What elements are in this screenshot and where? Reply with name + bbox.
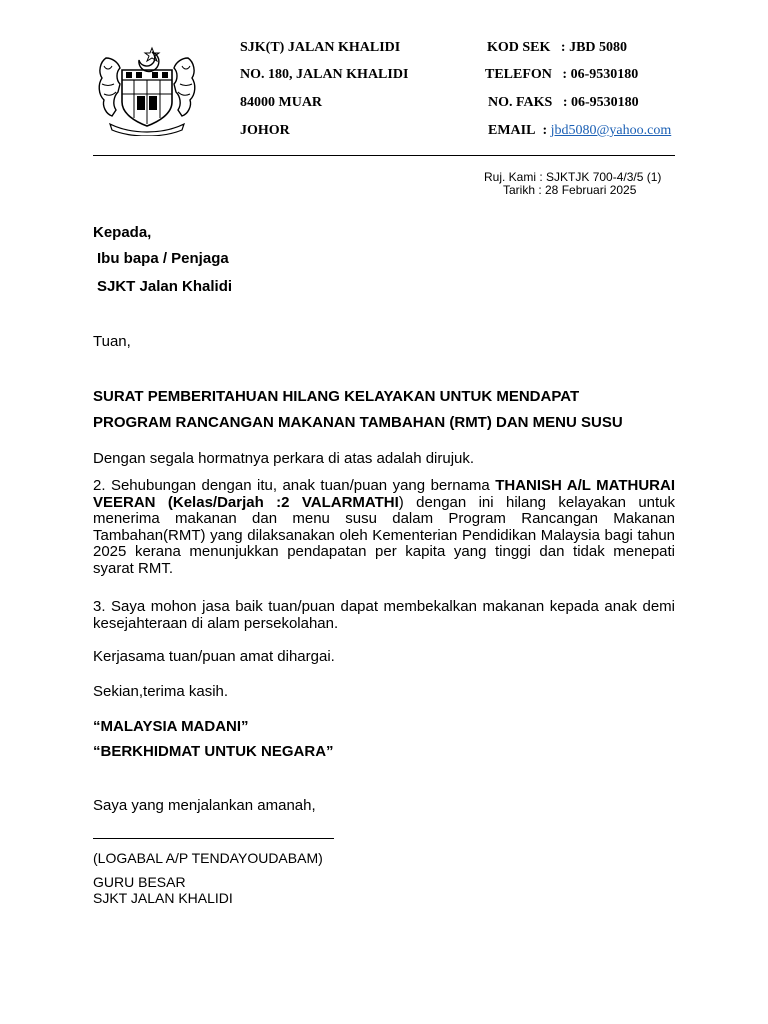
salutation: Tuan, — [93, 333, 131, 350]
address-line-3: JOHOR — [240, 123, 290, 138]
slogan-malaysia-madani: “MALAYSIA MADANI” — [93, 718, 249, 735]
kod-sek-row — [487, 40, 627, 56]
email-link[interactable]: jbd5080@yahoo.com — [550, 123, 672, 138]
email-row — [488, 123, 671, 139]
email-label: EMAIL — [488, 123, 536, 138]
paragraph-2-suffix: ) dengan ini hilang kelayakan untuk menerima makanan dan menu susu dalam Program Rancangan Makanan Tambahan(RMT) yang dilaksanakan oleh Kementerian Pendidikan Malaysia bagi tahun 2025 kerana menunjukkan pendapatan per kapita yang tinggi dan tidak menepati syarat RMT. — [93, 493, 676, 577]
coat-of-arms-emblem — [92, 44, 202, 136]
student-name: THANISH A/L MATHURAI VEERAN (Kelas/Darjah :2 VALARMATHI — [93, 477, 675, 511]
recipient-line-2: SJKT Jalan Khalidi — [97, 278, 233, 295]
subject-line-2: PROGRAM RANCANGAN MAKANAN TAMBAHAN (RMT) DAN MENU SUSU — [93, 414, 623, 431]
address-line-1: NO. 180, JALAN KHALIDI — [240, 67, 409, 82]
signature-line — [93, 838, 334, 839]
kod-sek-label: KOD SEK — [487, 40, 551, 55]
reference-number: Ruj. Kami : SJKTJK 700-4/3/5 (1) — [484, 170, 662, 184]
recipient-heading: Kepada, — [93, 224, 152, 241]
letter-date: Tarikh : 28 Februari 2025 — [503, 183, 637, 197]
faks-label: NO. FAKS — [488, 95, 553, 110]
telefon-row — [485, 67, 638, 83]
body-paragraph-4: Kerjasama tuan/puan amat dihargai. — [93, 648, 335, 665]
telefon-label: TELEFON — [485, 67, 552, 82]
address-line-2: 84000 MUAR — [240, 95, 323, 110]
signatory-name: (LOGABAL A/P TENDAYOUDABAM) — [93, 850, 323, 866]
signatory-school: SJKT JALAN KHALIDI — [93, 890, 233, 906]
letterhead-divider — [93, 155, 675, 156]
body-paragraph-3: 3. Saya mohon jasa baik tuan/puan dapat membekalkan makanan kepada anak demi kesejahteraan di alam persekolahan. — [93, 598, 675, 632]
telefon-value: : 06-9530180 — [562, 67, 639, 82]
body-paragraph-2 — [93, 478, 675, 578]
recipient-line-1: Ibu bapa / Penjaga — [97, 250, 229, 267]
school-name: SJK(T) JALAN KHALIDI — [240, 40, 401, 55]
kod-sek-value: : JBD 5080 — [560, 40, 628, 55]
signatory-title: GURU BESAR — [93, 874, 186, 890]
paragraph-2-prefix: 2. Sehubungan dengan itu, anak tuan/puan yang bernama — [93, 477, 496, 494]
faks-value: : 06-9530180 — [562, 95, 639, 110]
body-paragraph-1: Dengan segala hormatnya perkara di atas adalah dirujuk. — [93, 450, 475, 467]
subject-line-1: SURAT PEMBERITAHUAN HILANG KELAYAKAN UNTUK MENDAPAT — [93, 388, 580, 405]
closing-amanah: Saya yang menjalankan amanah, — [93, 797, 316, 814]
slogan-berkhidmat: “BERKHIDMAT UNTUK NEGARA” — [93, 743, 334, 760]
body-paragraph-5: Sekian,terima kasih. — [93, 683, 229, 700]
faks-row — [488, 95, 639, 111]
email-separator: : — [542, 123, 548, 138]
